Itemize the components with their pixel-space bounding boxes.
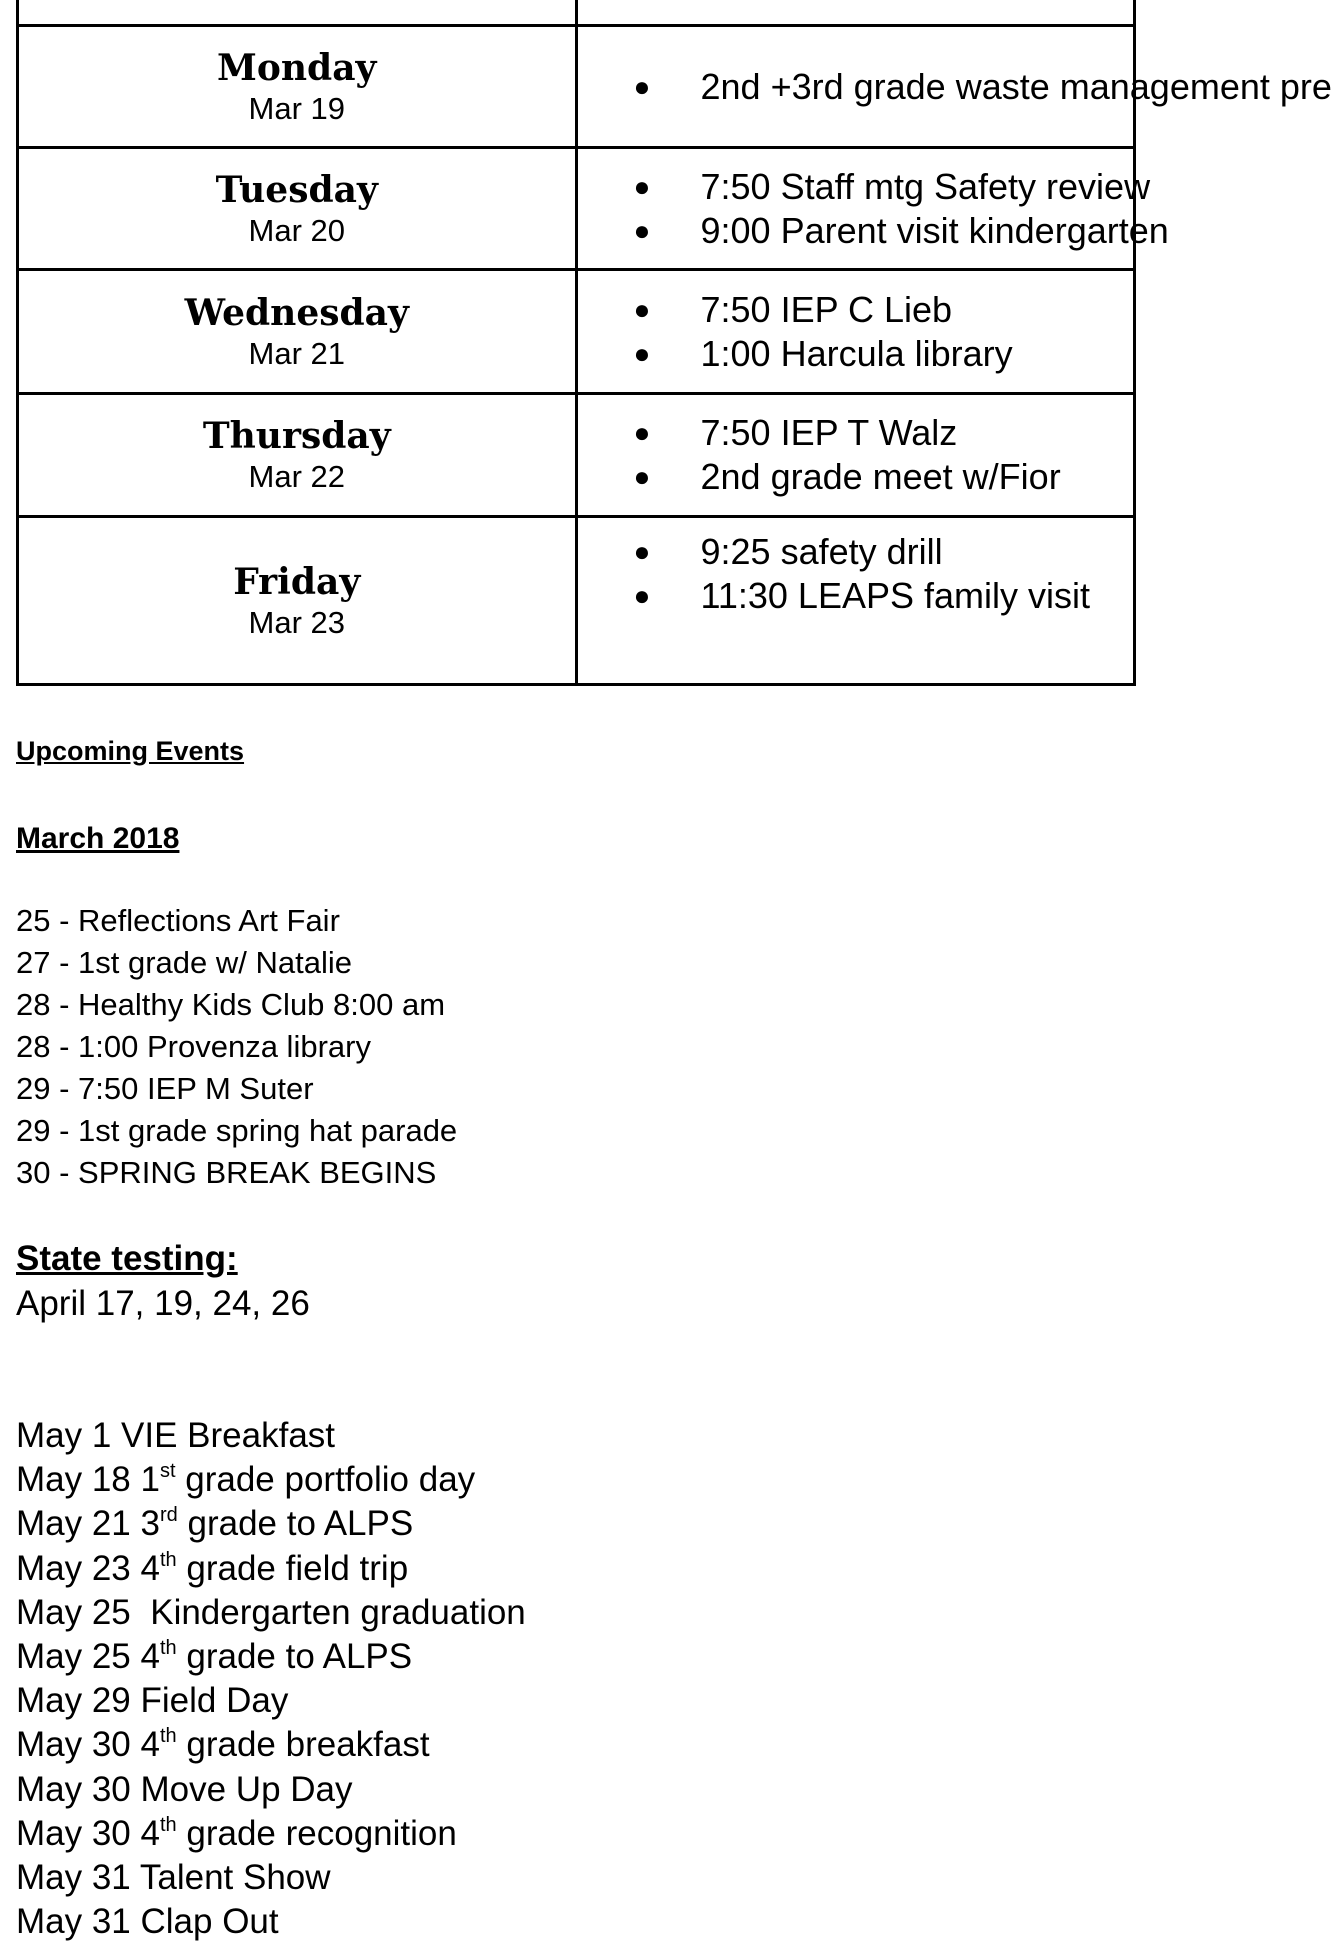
event-item: [633, 165, 1151, 209]
item-text: grade portfolio day: [175, 1460, 476, 1500]
day-date: Mar 22: [248, 459, 345, 494]
day-cell: [18, 26, 577, 148]
event-item: [634, 288, 1134, 332]
ordinal-suffix: th: [159, 1548, 177, 1571]
day-date: Mar 21: [248, 335, 345, 371]
list-item: 29 - 1st grade spring hat parade: [16, 1113, 458, 1148]
event-item: [634, 455, 1134, 499]
day-name: Wednesday: [184, 291, 409, 334]
item-text: May 30 4: [16, 1813, 160, 1853]
item-text: May 30 Move Up Day: [16, 1769, 353, 1809]
list-item: [16, 1591, 526, 1635]
march-heading: March 2018: [16, 822, 180, 855]
item-text: May 18 1: [16, 1460, 160, 1500]
event-item: [634, 574, 1134, 618]
state-testing-heading: State testing:: [16, 1239, 238, 1278]
item-text: May 31 Clap Out: [16, 1902, 279, 1942]
schedule-top-cell: [576, 0, 1135, 26]
list-item: 28 - Healthy Kids Club 8:00 am: [16, 987, 446, 1022]
bullet-icon: ●: [633, 214, 651, 246]
schedule-row-wednesday: [18, 270, 1135, 394]
schedule-row-monday: [18, 26, 1135, 148]
item-text: May 30 4: [16, 1725, 160, 1765]
item-text: May 29 Field Day: [16, 1681, 289, 1721]
events-cell: [576, 270, 1135, 394]
may-event-list: [16, 1414, 526, 1944]
list-item: 27 - 1st grade w/ Natalie: [16, 945, 353, 980]
event-item: [634, 530, 1134, 574]
list-item: [16, 1458, 526, 1502]
bullet-icon: ●: [633, 70, 651, 102]
list-item: 29 - 7:50 IEP M Suter: [16, 1071, 314, 1106]
day-name: Friday: [233, 560, 361, 603]
schedule-top-row-partial: [18, 0, 1135, 26]
bullet-icon: ●: [633, 170, 651, 202]
event-text: 7:50 IEP T Walz: [700, 412, 958, 453]
event-list: [578, 65, 1332, 109]
event-list: [578, 411, 1134, 499]
item-text: May 1 VIE Breakfast: [16, 1416, 336, 1455]
list-item: [16, 1635, 526, 1679]
item-text: grade to ALPS: [177, 1504, 414, 1544]
list-item: [16, 1856, 526, 1900]
state-testing-dates: April 17, 19, 24, 26: [16, 1284, 310, 1323]
list-item: [16, 1768, 526, 1812]
item-text: May 25 4: [16, 1637, 160, 1677]
day-cell: [18, 148, 577, 270]
list-item: [16, 1502, 526, 1546]
item-text: May 31 Talent Show: [16, 1858, 331, 1898]
item-text: grade to ALPS: [176, 1637, 413, 1677]
ordinal-suffix: th: [159, 1725, 177, 1748]
item-text: May 23 4: [16, 1548, 160, 1588]
schedule-top-cell: [18, 0, 577, 26]
list-item: [16, 1679, 526, 1723]
item-text: grade breakfast: [176, 1725, 430, 1765]
list-item: [16, 1414, 526, 1458]
day-name: Tuesday: [215, 168, 378, 211]
upcoming-events-heading: Upcoming Events: [16, 736, 245, 766]
bullet-icon: ●: [633, 293, 651, 325]
event-text: 1:00 Harcula library: [700, 332, 1013, 374]
event-item: [633, 209, 1169, 253]
march-event-list: [16, 900, 457, 1194]
list-item: [16, 1723, 526, 1767]
ordinal-suffix: rd: [159, 1504, 178, 1527]
bullet-icon: ●: [633, 417, 651, 448]
event-list: [578, 288, 1134, 376]
event-text: 2nd grade meet w/Fior: [700, 456, 1061, 497]
event-text: 7:50 IEP C Lieb: [700, 288, 953, 330]
ordinal-suffix: th: [159, 1637, 177, 1660]
event-text: 7:50 Staff mtg Safety review: [700, 165, 1151, 207]
day-name: Monday: [217, 46, 377, 89]
day-cell: [18, 394, 577, 517]
day-date: Mar 20: [248, 212, 345, 248]
item-text: May 21 3: [16, 1504, 160, 1544]
day-cell: [18, 517, 577, 685]
event-item: [634, 332, 1134, 376]
list-item: [16, 1547, 526, 1591]
bullet-icon: ●: [633, 461, 651, 492]
schedule-row-thursday: [18, 394, 1135, 517]
event-item: [634, 411, 1134, 455]
weekly-schedule-table: [16, 0, 1332, 686]
list-item: [16, 1900, 526, 1944]
day-cell: [18, 270, 577, 394]
event-text: 9:25 safety drill: [700, 531, 943, 572]
events-cell: [576, 148, 1169, 270]
item-text: grade recognition: [176, 1813, 457, 1853]
list-item: 28 - 1:00 Provenza library: [16, 1029, 371, 1064]
event-item: [633, 65, 1332, 109]
events-cell: [576, 517, 1135, 685]
schedule-row-friday: [18, 517, 1135, 685]
schedule-row-tuesday: [18, 148, 1135, 270]
events-cell: [576, 394, 1135, 517]
event-list: [578, 165, 1169, 253]
events-cell: [576, 26, 1332, 148]
bullet-icon: ●: [633, 337, 651, 369]
day-date: Mar 23: [248, 604, 345, 640]
item-text: grade field trip: [176, 1548, 409, 1588]
bullet-icon: ●: [633, 536, 651, 567]
bullet-icon: ●: [633, 580, 651, 611]
list-item: 25 - Reflections Art Fair: [16, 903, 340, 938]
item-text: May 25 Kindergarten graduation: [16, 1592, 526, 1632]
day-date: Mar 19: [248, 90, 345, 126]
list-item: [16, 1812, 526, 1856]
event-text: 11:30 LEAPS family visit: [700, 575, 1090, 616]
day-name: Thursday: [202, 415, 391, 457]
event-text: 9:00 Parent visit kindergarten: [700, 209, 1169, 251]
list-item: 30 - SPRING BREAK BEGINS: [16, 1155, 437, 1190]
event-list: [578, 530, 1134, 618]
ordinal-suffix: th: [159, 1813, 177, 1836]
ordinal-suffix: st: [159, 1460, 176, 1483]
event-text: 2nd +3rd grade waste management pre: [700, 65, 1332, 107]
